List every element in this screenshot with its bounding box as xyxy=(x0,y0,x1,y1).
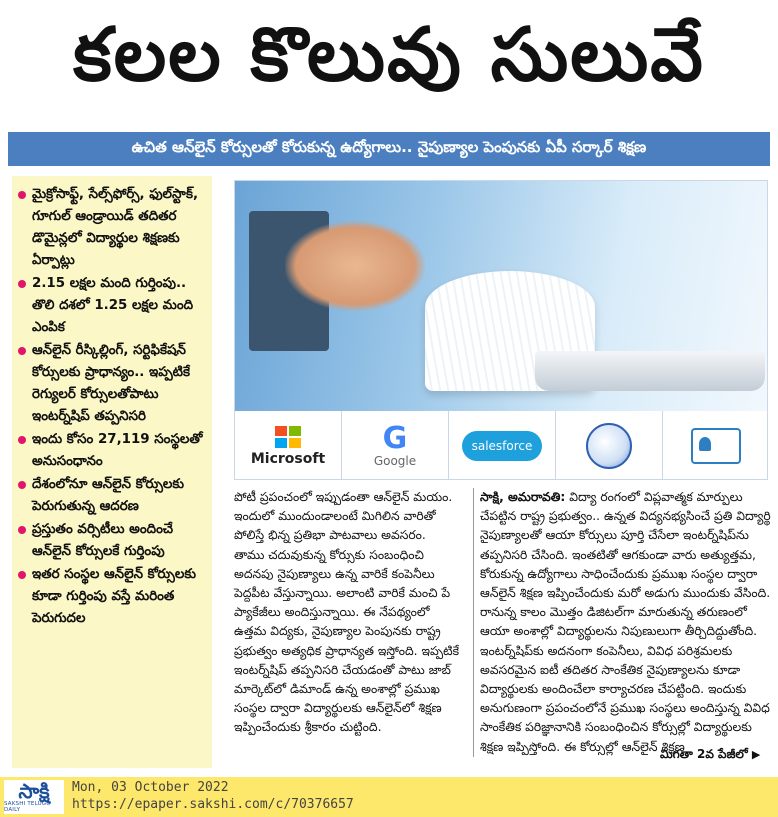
list-item-text: ఆన్‌లైన్ రీస్కిల్లింగ్, సర్టిఫికేషన్ కోర్సులకు ప్రాధాన్యం.. ఇప్పటికే రెగ్యులర్ కోర్సులతోపాటు ఇంటర్న్‌షిప్ తప్పనిసరి xyxy=(32,343,190,424)
list-item-text: ఇతర సంస్థల ఆన్‌లైన్ కోర్సులకు కూడా గుర్తింపు వస్తే మరింత పెరుగుదల xyxy=(32,567,196,626)
microsoft-logo xyxy=(235,411,342,480)
bullet-dot-icon xyxy=(18,347,26,355)
continued-note xyxy=(660,747,760,764)
globe-icon xyxy=(586,423,632,469)
list-item-text: దేశంలోనూ ఆన్‌లైన్ కోర్సులకు పెరుగుతున్న ఆదరణ xyxy=(32,477,185,514)
article-column-left: పోటీ ప్రపంచంలో ఇప్పుడంతా ఆన్‌లైన్ మయం. ఇందులో ముందుండాలంటే మిగిలిన వారితో పోలిస్తే భిన్న ప్రతిభా పాటవాలు అవసరం. తాము చదువుకున్న కోర్సుకు సంబంధించి అదనపు నైపుణ్యాలు ఉన్న వారికే కంపెనీలు పెద్దపీట వేస్తున్నాయి. అలాంటి వారికే మంచి పే ప్యాకేజీలు అందిస్తున్నాయి. ఈ నేపథ్యంలో ఉత్తమ విద్యకు, నైపుణ్యాల పెంపునకు రాష్ట్ర ప్రభుత్వం అత్యధిక ప్రాధాన్యత ఇస్తోంది. ఇప్పటికే ఇంటర్న్‌షిప్ తప్పనిసరి చేయడంతో పాటు జాబ్ మార్కెట్‌లో డిమాండ్ ఉన్న అంశాల్లో ప్రముఖ సంస్థల ద్వారా విద్యార్థులకు ఆన్‌లైన్‌లో శిక్షణ ఇప్పించేందుకు శ్రీకారం చుట్టింది. xyxy=(234,490,460,735)
article-column-right xyxy=(473,488,771,757)
photo-background xyxy=(235,181,768,411)
bullet-dot-icon xyxy=(18,191,26,199)
list-item xyxy=(18,429,206,473)
sakshi-logo xyxy=(4,780,64,814)
list-item xyxy=(18,273,206,339)
list-item xyxy=(18,184,206,272)
bullet-dot-icon xyxy=(18,526,26,534)
highlights-box xyxy=(12,176,212,768)
windows-flag-icon xyxy=(275,426,301,448)
bullet-dot-icon xyxy=(18,436,26,444)
play-arrow-icon: ▶ xyxy=(751,748,761,761)
dateline: సాక్షి, అమరావతి: xyxy=(480,490,566,504)
article-body-text: విద్యా రంగంలో విప్లవాత్మక మార్పులు చేపట్టిన రాష్ట్ర ప్రభుత్వం.. ఉన్నత విద్యనభ్యసించే ప్రతి విద్యార్థి నైపుణ్యాలతో ఆయా కోర్సులు పూర్తి చేసేలా ఇంటర్న్‌షిప్‌ను తప్పనిసరి చేసింది. ఇంతటితో ఆగకుండా వారు అత్యుత్తమ, కోరుకున్న ఉద్యోగాలు సాధించేందుకు ప్రముఖ సంస్థల ద్వారా ఆన్‌లైన్ శిక్షణ ఇప్పించేందుకు మరో అడుగు ముందుకు వేసింది. రానున్న కాలం మొత్తం డిజిటల్‌గా మారుతున్న తరుణంలో ఆయా అంశాల్లో విద్యార్థులను నిపుణులుగా తీర్చిదిద్దుతోంది. ఇంటర్న్‌షిప్‌కు అదనంగా కంపెనీలు, వివిధ పరిశ్రమలకు అవసరమైన ఐటీ తదితర సాంకేతిక నైపుణ్యాలను కూడా విద్యార్థులకు అందించేలా కార్యాచరణ చేపట్టింది. ఇందుకు అనుగుణంగా ప్రపంచంలోనే ప్రముఖ సంస్థలు అందిస్తున్న వివిధ సాంకేతిక పరిజ్ఞానానికి సంబంధించిన కోర్సుల్లో విద్యార్థులకు శిక్షణ ఇప్పిస్తోంది. ఈ కోర్సుల్లో ఆన్‌లైన్ శిక్షణ xyxy=(480,490,771,754)
list-item xyxy=(18,340,206,428)
list-item-text: ఇందు కోసం 27,119 సంస్థలతో అనుసంధానం xyxy=(32,432,203,469)
continued-text: మిగతా 2వ పేజీలో xyxy=(660,747,748,761)
id-card-icon xyxy=(691,428,741,464)
list-item xyxy=(18,519,206,563)
globe-logo xyxy=(556,411,663,480)
footer-bar xyxy=(0,777,778,817)
google-wordmark: Google xyxy=(373,454,417,468)
google-logo xyxy=(342,411,449,480)
list-item-text: మైక్రోసాఫ్ట్, సేల్స్‌ఫోర్స్, ఫుల్‌స్టాక్, గూగుల్ ఆండ్రాయిడ్ తదితర డొమైన్లలో విద్యార్థుల శిక్షణకు ఏర్పాట్లు xyxy=(32,187,199,268)
company-logo-bar xyxy=(235,411,768,480)
microsoft-wordmark: Microsoft xyxy=(250,450,326,467)
list-item-text: 2.15 లక్షల మంది గుర్తింపు.. తొలి దశలో 1.25 లక్షల మంది ఎంపిక xyxy=(32,276,194,335)
salesforce-cloud-icon: salesforce xyxy=(462,431,543,461)
handshake-illustration xyxy=(285,221,425,311)
footer-meta xyxy=(72,779,354,813)
sakshi-tagline: SAKSHI TELUGU DAILY xyxy=(4,801,51,813)
salesforce-logo xyxy=(449,411,556,480)
bullet-dot-icon xyxy=(18,571,26,579)
laptop-illustration xyxy=(535,351,765,391)
list-item-text: ప్రస్తుతం వర్సిటీలు అందించే ఆన్‌లైన్ కోర్సులకే గుర్తింపు xyxy=(32,522,174,559)
list-item xyxy=(18,564,206,630)
google-g-icon: G xyxy=(382,421,408,456)
article-photo xyxy=(234,180,768,480)
edition-date: Mon, 03 October 2022 xyxy=(72,780,229,795)
subheadline: ఉచిత ఆన్‌లైన్ కోర్సులతో కోరుకున్న ఉద్యోగాలు.. నైపుణ్యాల పెంపునకు ఏపీ సర్కార్ శిక్షణ xyxy=(8,132,770,166)
bullet-dot-icon xyxy=(18,481,26,489)
sakshi-brand: సాక్షి xyxy=(18,779,50,803)
bullet-dot-icon xyxy=(18,280,26,288)
id-card-logo xyxy=(663,411,768,480)
headline: కలల కొలువు సులువే xyxy=(73,12,705,98)
list-item xyxy=(18,474,206,518)
edition-url[interactable]: https://epaper.sakshi.com/c/70376657 xyxy=(72,797,354,812)
